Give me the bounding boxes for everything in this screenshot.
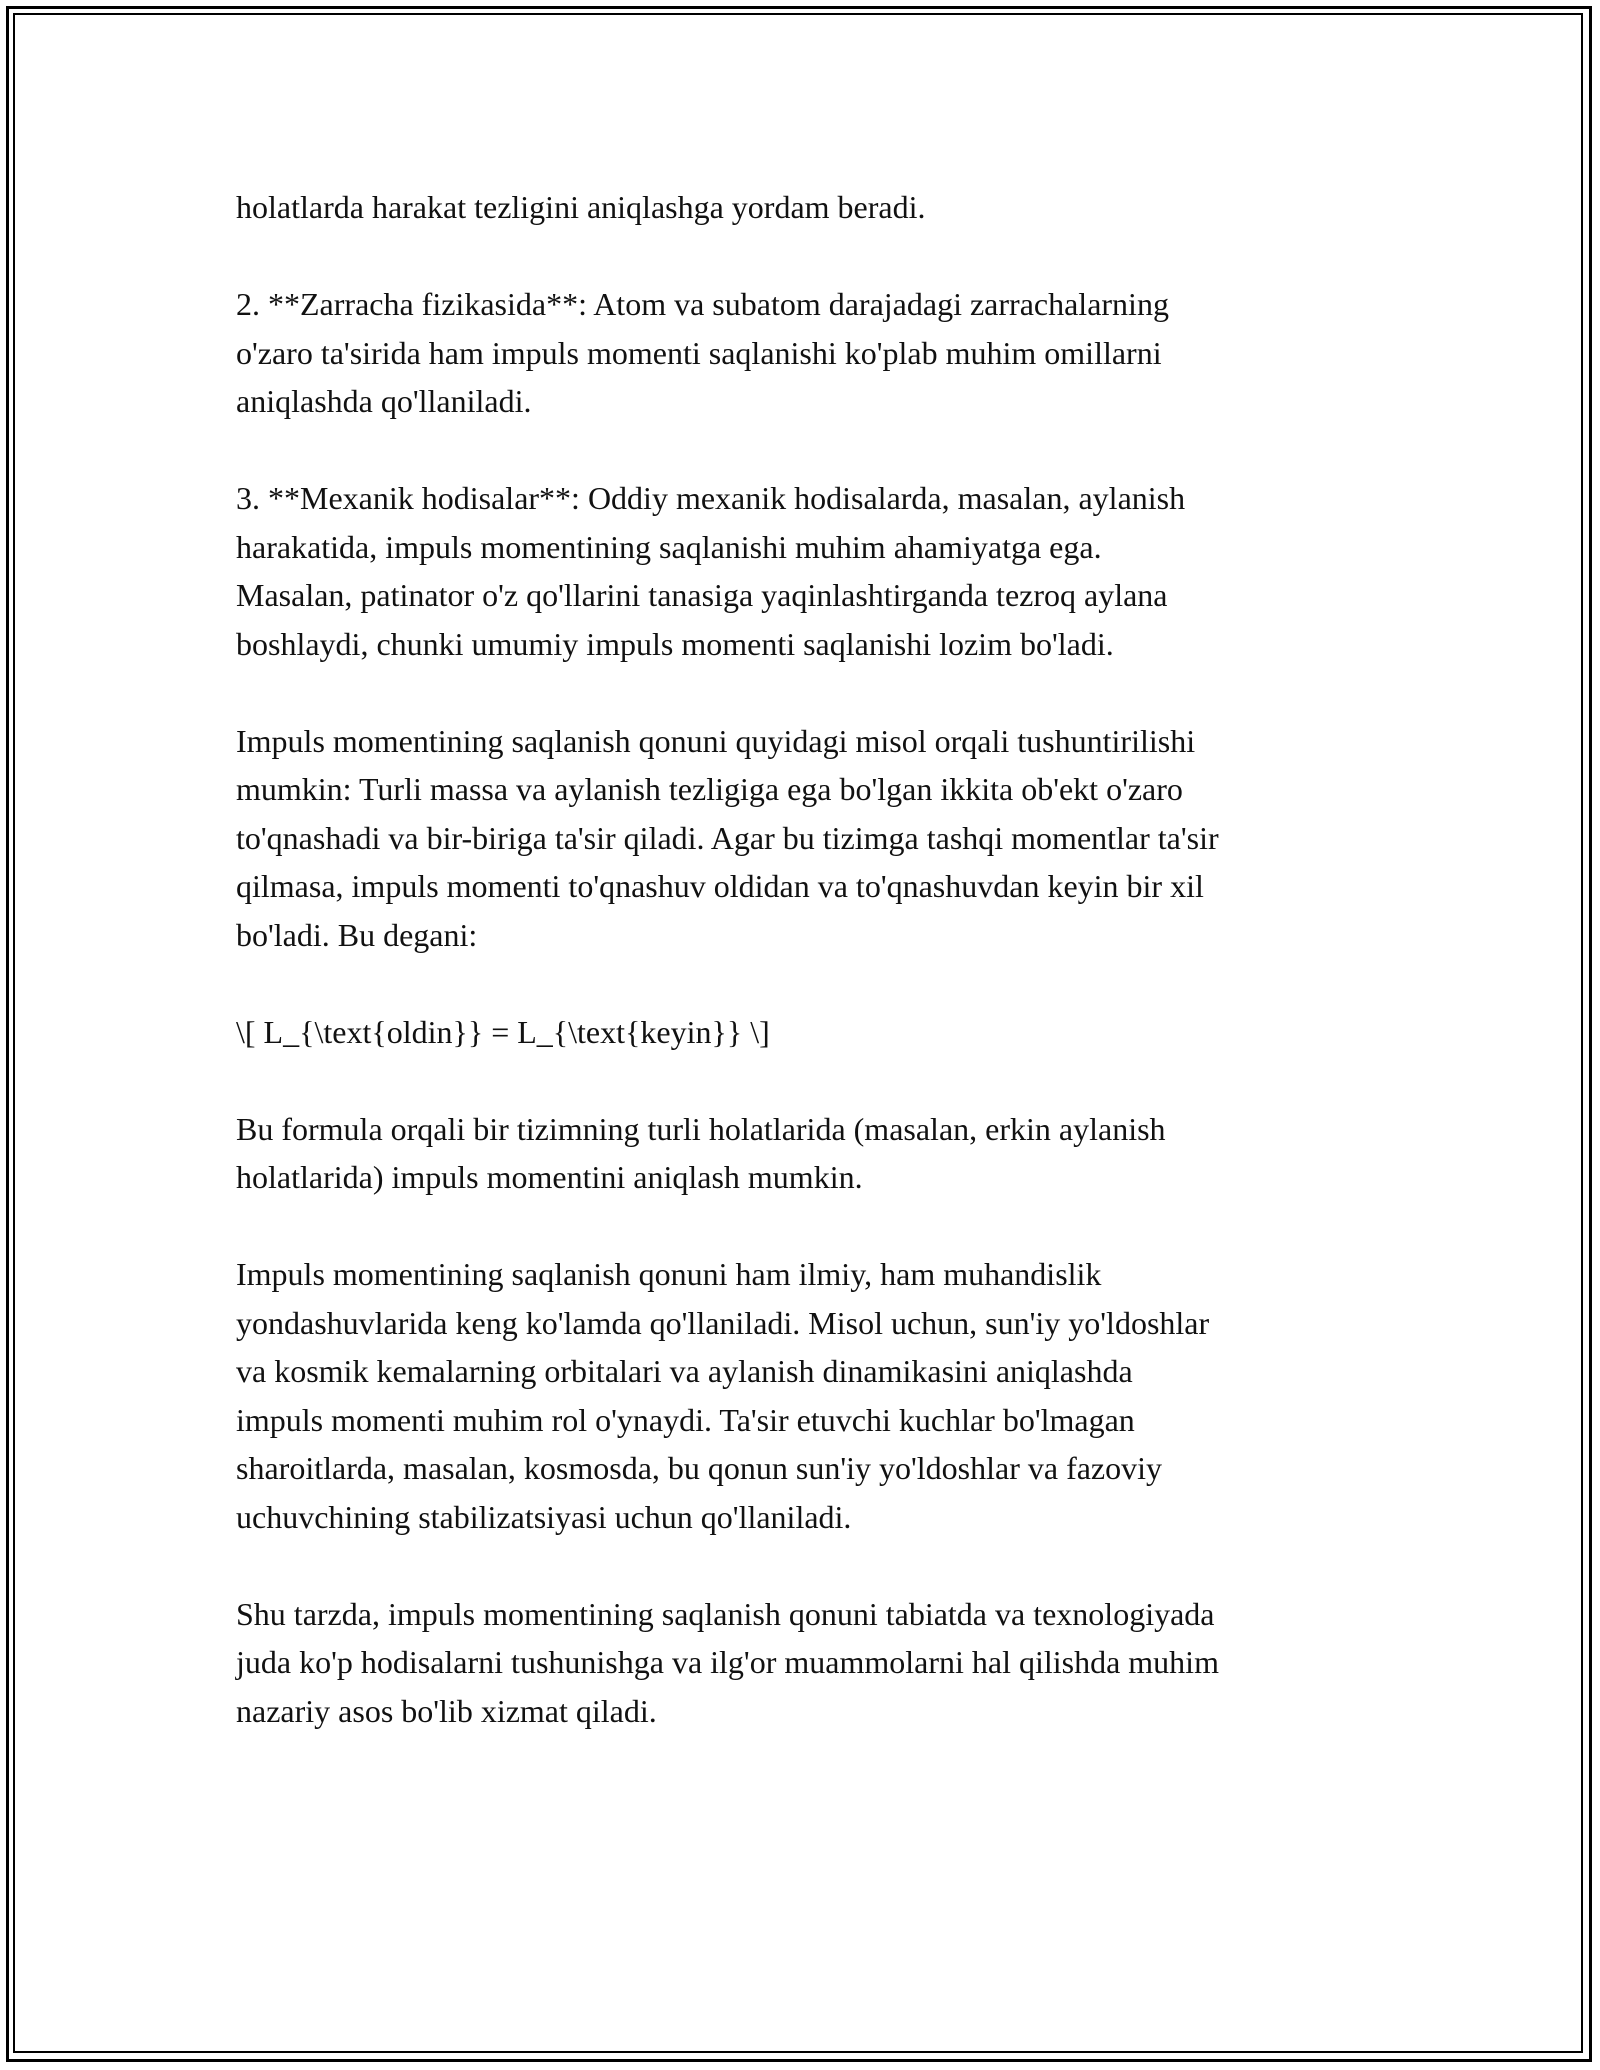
paragraph-applications: Impuls momentining saqlanish qonuni ham ilmiy, ham muhandislik yondashuvlarida keng ko'lamda qo'llaniladi. Misol uchun, sun'iy yo'ldoshlar va kosmik kemalarning orbitalari va aylanish dinamikasini aniqlashda impuls momenti muhim rol o'ynaydi. Ta'sir etuvchi kuchlar bo'lmagan sharoitlarda, masalan, kosmosda, bu qonun sun'iy yo'ldoshlar va fazoviy uchuvchining stabilizatsiyasi uchun qo'llaniladi. bbox=[236, 1256, 1210, 1535]
formula-line: \[ L_{\text{oldin}} = L_{\text{keyin}} \] bbox=[236, 1013, 770, 1050]
paragraph-continuation: holatlarda harakat tezligini aniqlashga yordam beradi. bbox=[236, 189, 926, 225]
paragraph-formula-explanation: Bu formula orqali bir tizimning turli holatlarida (masalan, erkin aylanish holatlarida) impuls momentini aniqlash mumkin. bbox=[236, 1110, 1166, 1195]
paragraph-conclusion: Shu tarzda, impuls momentining saqlanish qonuni tabiatda va texnologiyada juda ko'p hodisalarni tushunishga va ilg'or muammolarni hal qilishda muhim nazariy asos bo'lib xizmat qiladi. bbox=[236, 1595, 1219, 1729]
paragraph-particle-physics: 2. **Zarracha fizikasida**: Atom va subatom darajadagi zarrachalarning o'zaro ta'sirida ham impuls momenti saqlanishi ko'plab muhim omillarni aniqlashda qo'llaniladi. bbox=[236, 286, 1169, 419]
paragraph-mechanical-phenomena: 3. **Mexanik hodisalar**: Oddiy mexanik hodisalarda, masalan, aylanish harakatida, impuls momentining saqlanishi muhim ahamiyatga ega. Masalan, patinator o'z qo'llarini tanasiga yaqinlashtirganda tezroq aylana boshlaydi, chunki umumiy impuls momenti saqlanishi lozim bo'ladi. bbox=[236, 480, 1186, 662]
document-body bbox=[236, 183, 1366, 1784]
paragraph-conservation-example: Impuls momentining saqlanish qonuni quyidagi misol orqali tushuntirilishi mumkin: Turli massa va aylanish tezligiga ega bo'lgan ikkita ob'ekt o'zaro to'qnashadi va bir-biriga ta'sir qiladi. Agar bu tizimga tashqi momentlar ta'sir qilmasa, impuls momenti to'qnashuv oldidan va to'qnashuvdan keyin bir xil bo'ladi. Bu degani: bbox=[236, 722, 1219, 953]
